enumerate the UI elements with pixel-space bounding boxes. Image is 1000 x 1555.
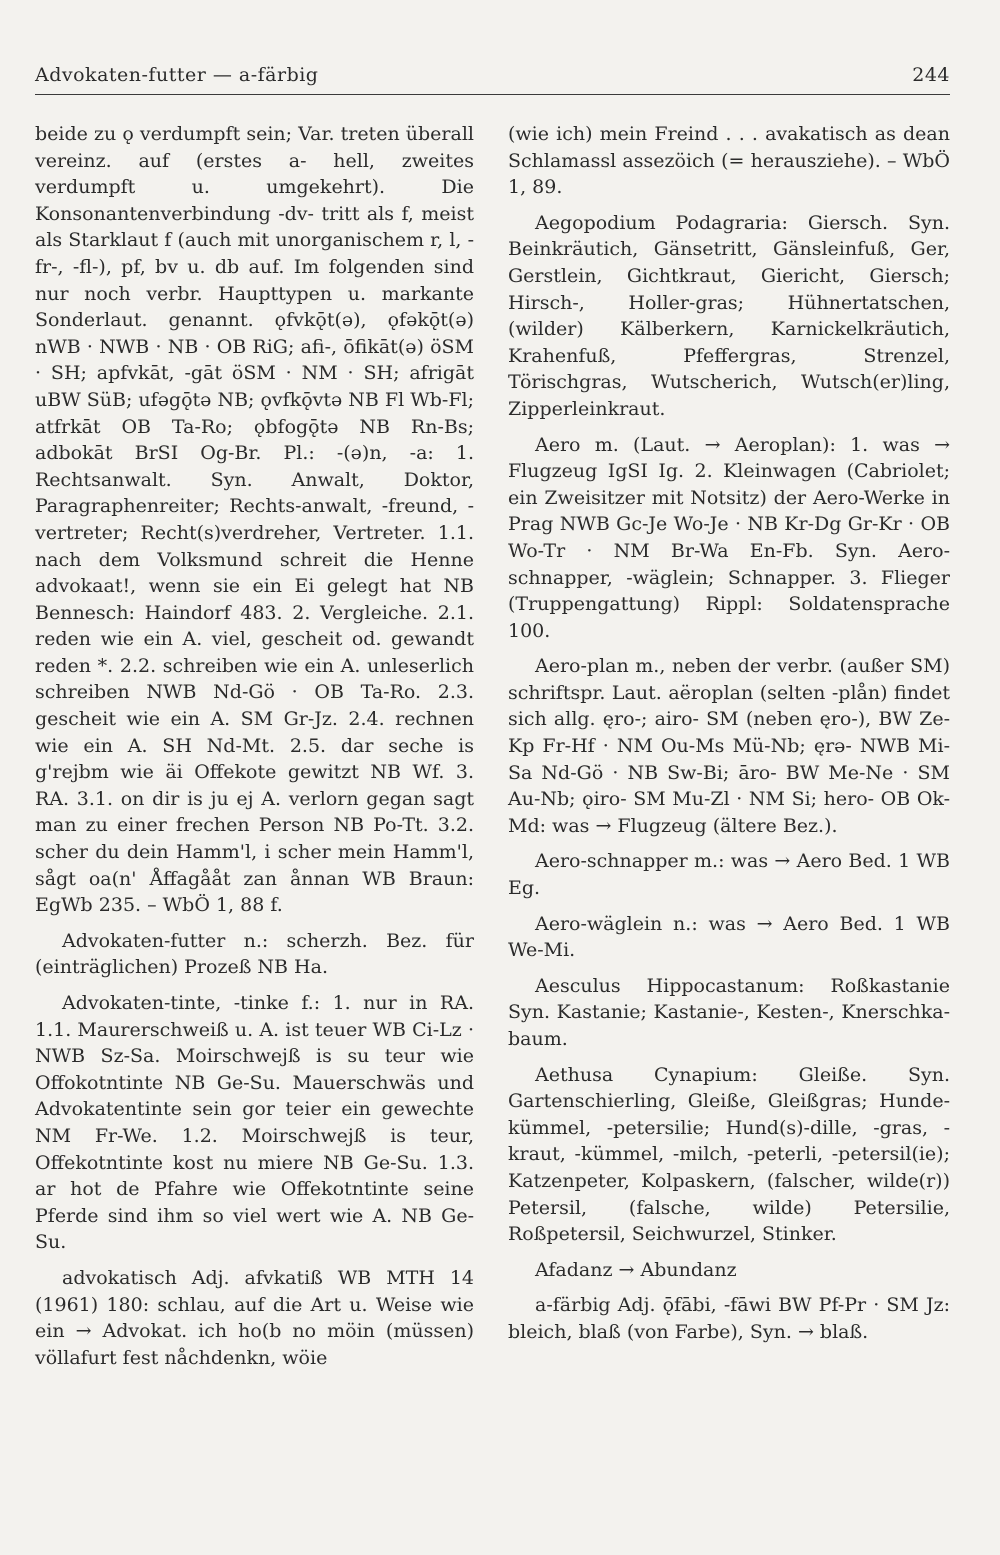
entry-aesculus: Aesculus Hippocastanum: Roßkastanie Syn. Kastanie; Kastanie-, Kesten-, Knerschka-baum. [508, 974, 950, 1050]
entry-aero-waeglein: Aero-wäglein n.: was → Aero Bed. 1 WB We-Mi. [508, 912, 950, 962]
entry-advokaten-tinte: Advokaten-tinte, -tinke f.: 1. nur in RA. 1.1. Maurerschweiß u. A. ist teuer WB Ci-Lz · NWB Sz-Sa. Moirschwejß is su teur wie Offokotntinte NB Ge-Su. Mauerschwäs und Advokatentinte sein gor teier ein gewechte NM Fr-We. 1.2. Moirschwejß is teur, Offekotntinte kost nu miere NB Ge-Su. 1.3. ar hot de Pfahre wie Offekotntinte seine Pferde sind ihm so viel wert wie A. NB Ge-Su. [35, 992, 474, 1254]
right-column [508, 121, 950, 1355]
header-title: Advokaten-futter — a-färbig [35, 64, 319, 86]
page-number: 244 [912, 64, 950, 86]
entry-a-faerbig: a-färbig Adj. ǭfābi, -fāwi BW Pf-Pr · SM Jz: bleich, blaß (von Farbe), Syn. → blaß. [508, 1294, 950, 1343]
entry-continuation: beide zu ǫ verdumpft sein; Var. treten überall vereinz. auf (erstes a- hell, zweites verdumpft u. umgekehrt). Die Konsonantenverbindung -dv- tritt als f, meist als Starklaut f (auch mit unorganischem r, l, -fr-, -fl-), pf, bv u. db auf. Im folgenden sind nur noch verbr. Haupttypen u. markante Sonderlaut. genannt. ǫfvkǭt(ə), ǫfəkǭt(ə) nWB · NWB · NB · OB RiG; afi-, ōfikāt(ə) öSM · SH; apfvkāt, -gāt öSM · NM · SH; afrigāt uBW SüB; ufəgǭtə NB; ǫvfkǭvtə NB Fl Wb-Fl; atfrkāt OB Ta-Ro; ǫbfogǭtə NB Rn-Bs; adbokāt BrSI Og-Br. Pl.: -(ə)n, -a: 1. Rechtsanwalt. Syn. Anwalt, Doktor, Paragraphenreiter; Rechts-anwalt, -freund, -vertreter; Recht(s)verdreher, Vertreter. 1.1. nach dem Volksmund schreit die Henne advokaat!, wenn sie ein Ei gelegt hat NB Bennesch: Haindorf 483. 2. Vergleiche. 2.1. reden wie ein A. viel, gescheit od. gewandt reden *. 2.2. schreiben wie ein A. unleserlich schreiben NWB Nd-Gö · OB Ta-Ro. 2.3. gescheit wie ein A. SM Gr-Jz. 2.4. rechnen wie ein A. SH Nd-Mt. 2.5. dar seche is g'rejbm wie äi Offekote gewitzt NB Wf. 3. RA. 3.1. on dir is ju ej A. verlorn gegan sagt man zu einer frechen Person NB Po-Tt. 3.2. scher du dein Hamm'l, i scher mein Hamm'l, sågt oa(n' Åffagååt zan ånnan WB Braun: EgWb 235. – WbÖ 1, 88 f. [35, 123, 474, 917]
entry-aero-plan: Aero-plan m., neben der verbr. (außer SM) schriftspr. Laut. aëroplan (selten -plån) findet sich allg. ęro-; airo- SM (neben ęro-), BW Ze-Kp Fr-Hf · NM Ou-Ms Mü-Nb; ęrə- NWB Mi-Sa Nd-Gö · NB Sw-Bi; āro- BW Me-Ne · SM Au-Nb; ǫiro- SM Mu-Zl · NM Si; hero- OB Ok-Md: was → Flugzeug (ältere Bez.). [508, 655, 950, 837]
entry-aethusa: Aethusa Cynapium: Gleiße. Syn. Gartenschierling, Gleiße, Gleißgras; Hunde-kümmel, -petersilie; Hund(s)-dille, -gras, -kraut, -kümmel, -milch, -peterli, -petersil(ie); Katzenpeter, Kolpaskern, (falscher, wilde(r)) Petersil, (falsche, wilde) Petersilie, Roßpetersil, Seichwurzel, Stinker. [508, 1063, 950, 1246]
entry-advokatisch: advokatisch Adj. afvkatiß WB MTH 14 (1961) 180: schlau, auf die Art u. Weise wie ein → Advokat. ich ho(b no möin (müssen) völlafurt fest nåchdenkn, wöie [35, 1266, 474, 1369]
entry-afadanz: Afadanz → Abundanz [535, 1258, 737, 1281]
entry-advokaten-futter: Advokaten-futter n.: scherzh. Bez. für (einträglichen) Prozeß NB Ha. [35, 929, 474, 979]
entry-aero: Aero m. (Laut. → Aeroplan): 1. was → Flugzeug IgSI Ig. 2. Kleinwagen (Cabriolet; ein Zweisitzer mit Notsitz) der Aero-Werke in Prag NWB Gc-Je Wo-Je · NB Kr-Dg Gr-Kr · OB Wo-Tr · NM Br-Wa En-Fb. Syn. Aero-schnapper, -wäglein; Schnapper. 3. Flieger (Truppengattung) Rippl: Soldatensprache 100. [508, 433, 950, 642]
left-column [35, 121, 474, 1380]
entry-aero-schnapper: Aero-schnapper m.: was → Aero Bed. 1 WB Eg. [508, 850, 950, 900]
entry-aegopodium: Aegopodium Podagraria: Giersch. Syn. Beinkräutich, Gänsetritt, Gänsleinfuß, Ger, Gerstlein, Gichtkraut, Giericht, Giersch; Hirsch-, Holler-gras; Hühnertatschen, (wilder) Kälberkern, Karnickelkräutich, Krahenfuß, Pfeffergras, Strenzel, Törischgras, Wutscherich, Wutsch(er)ling, Zipperleinkraut. [508, 211, 950, 420]
entry-continuation: (wie ich) mein Freind . . . avakatisch as dean Schlamassl assezöich (= herausziehe). – WbÖ 1, 89. [508, 123, 950, 199]
running-header [35, 58, 950, 95]
